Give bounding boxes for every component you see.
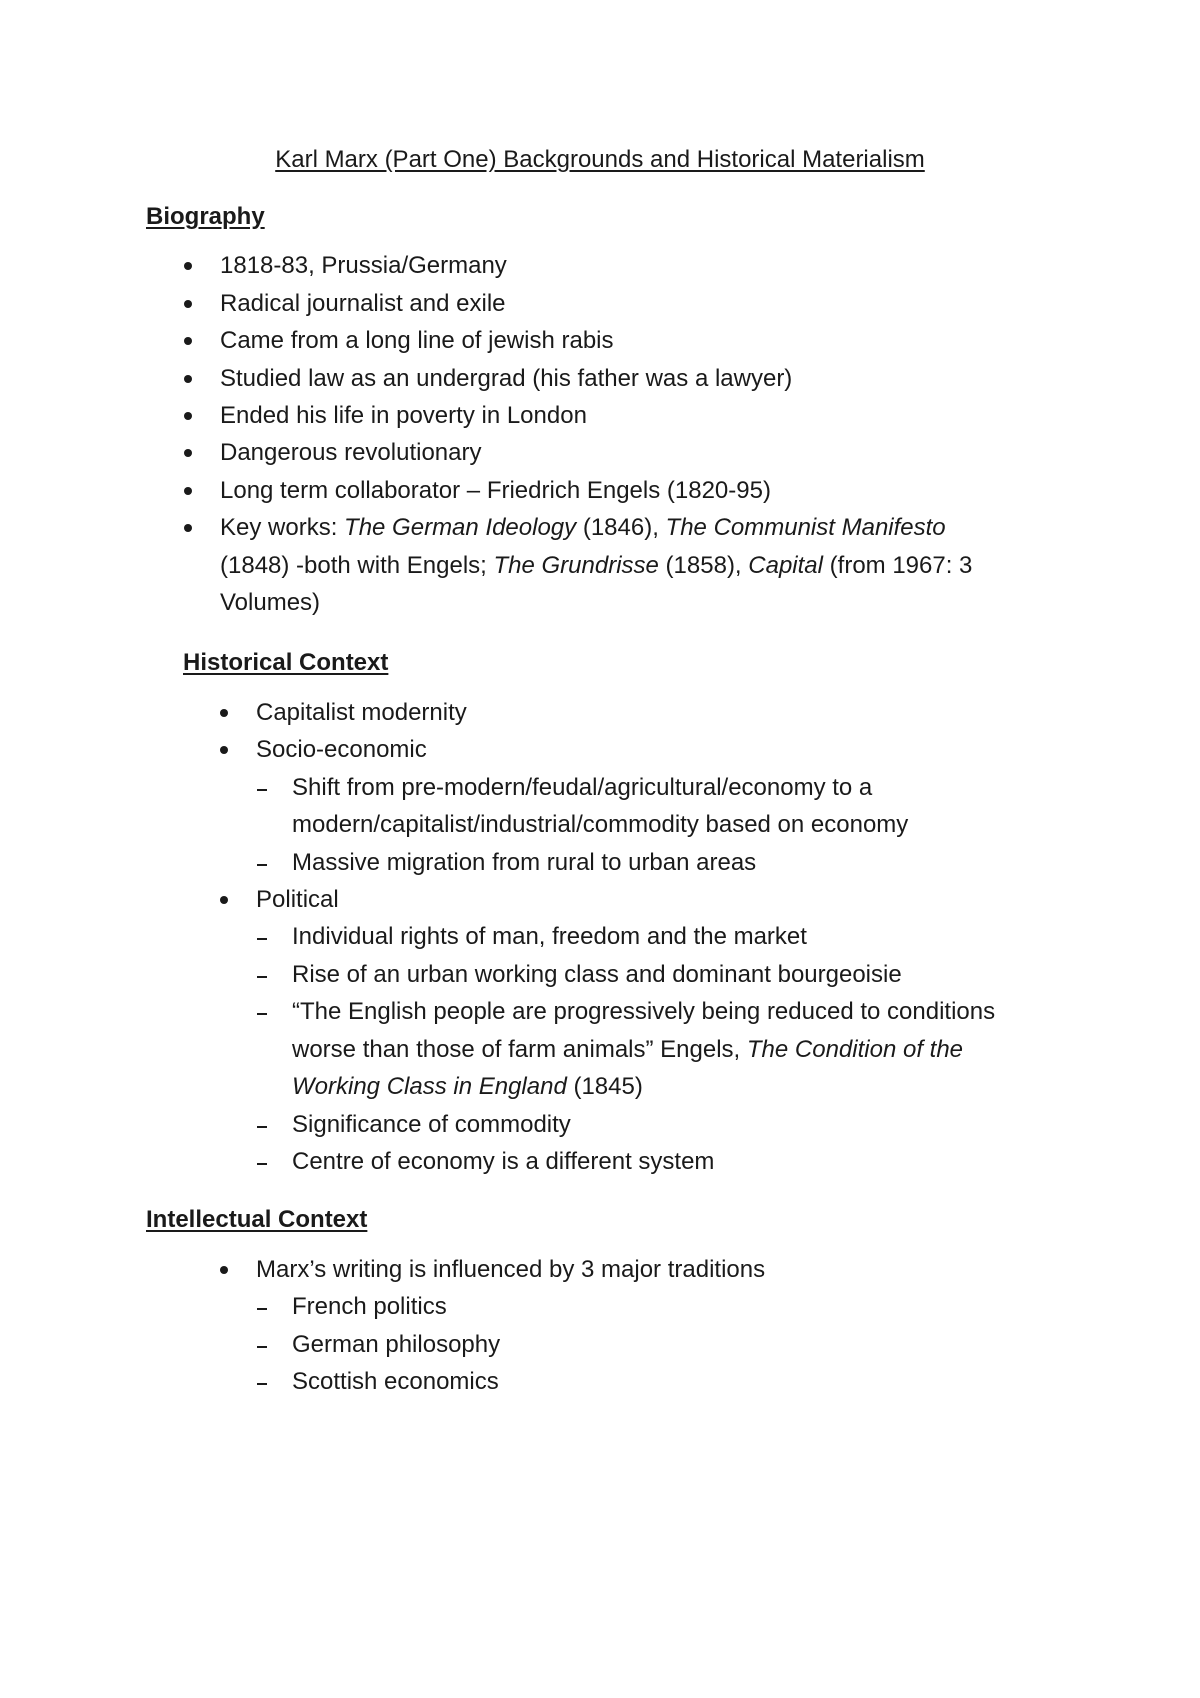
political-subitem-continued: worse than those of farm animals” Engels, The Condition of the [292, 1036, 964, 1063]
biography-item: Radical journalist and exile [220, 290, 506, 317]
bullet-icon [184, 337, 192, 345]
dash-icon [257, 976, 267, 978]
intellectual-bullet: Marx’s writing is influenced by 3 major traditions [256, 1256, 766, 1283]
historical-subitem: Shift from pre-modern/feudal/agricultural/economy to a [292, 774, 873, 801]
historical-subitem-continued: modern/capitalist/industrial/commodity based on economy [292, 811, 909, 838]
biography-item: Came from a long line of jewish rabis [220, 327, 614, 354]
intellectual-subitem: French politics [292, 1293, 447, 1320]
biography-key-works-line1: Key works: The German Ideology (1846), The Communist Manifesto [220, 514, 946, 541]
dash-icon [257, 1126, 267, 1128]
biography-item: Long term collaborator – Friedrich Engels (1820-95) [220, 477, 771, 504]
biography-item: 1818-83, Prussia/Germany [220, 252, 507, 279]
work-title: The Grundrisse [493, 552, 659, 579]
bullet-icon [220, 896, 228, 904]
work-title: The Communist Manifesto [665, 514, 946, 541]
political-subitem: Individual rights of man, freedom and the market [292, 923, 807, 950]
bullet-icon [184, 524, 192, 532]
intellectual-subitem: German philosophy [292, 1331, 501, 1358]
bullet-icon [184, 412, 192, 420]
dash-icon [257, 938, 267, 940]
dash-icon [257, 789, 267, 791]
political-subitem: Rise of an urban working class and dominant bourgeoisie [292, 961, 902, 988]
historical-bullet: Capitalist modernity [256, 699, 467, 726]
biography-key-works-line3: Volumes) [220, 589, 321, 616]
dash-icon [257, 1163, 267, 1165]
biography-heading: Biography [146, 203, 265, 230]
document-title: Karl Marx (Part One) Backgrounds and Historical Materialism [275, 146, 925, 173]
bullet-icon [220, 1266, 228, 1274]
dash-icon [257, 1383, 267, 1385]
bullet-icon [220, 709, 228, 717]
work-title: Working Class in England [292, 1073, 567, 1100]
dash-icon [257, 864, 267, 866]
historical-bullet: Political [256, 886, 339, 913]
dash-icon [257, 1013, 267, 1015]
political-subitem: “The English people are progressively being reduced to conditions [292, 998, 996, 1025]
work-title: Capital [748, 552, 823, 579]
biography-item: Ended his life in poverty in London [220, 402, 587, 429]
political-subitem: Centre of economy is a different system [292, 1148, 715, 1175]
work-title: The Condition of the [746, 1036, 964, 1063]
bullet-icon [184, 262, 192, 270]
bullet-icon [184, 487, 192, 495]
bullet-icon [184, 375, 192, 383]
work-title: The German Ideology [344, 514, 577, 541]
biography-item: Studied law as an undergrad (his father was a lawyer) [220, 365, 793, 392]
biography-key-works-line2: (1848) -both with Engels; The Grundrisse (1858), Capital (from 1967: 3 [220, 552, 973, 579]
dash-icon [257, 1308, 267, 1310]
intellectual-subitem: Scottish economics [292, 1368, 499, 1395]
biography-item: Dangerous revolutionary [220, 439, 482, 466]
intellectual-context-heading: Intellectual Context [146, 1206, 368, 1233]
bullet-icon [220, 746, 228, 754]
political-subitem-continued: Working Class in England (1845) [292, 1073, 643, 1100]
historical-context-heading: Historical Context [183, 649, 389, 676]
historical-subitem: Massive migration from rural to urban areas [292, 849, 757, 876]
bullet-icon [184, 449, 192, 457]
dash-icon [257, 1346, 267, 1348]
historical-bullet: Socio-economic [256, 736, 427, 763]
bullet-icon [184, 300, 192, 308]
political-subitem: Significance of commodity [292, 1111, 571, 1138]
